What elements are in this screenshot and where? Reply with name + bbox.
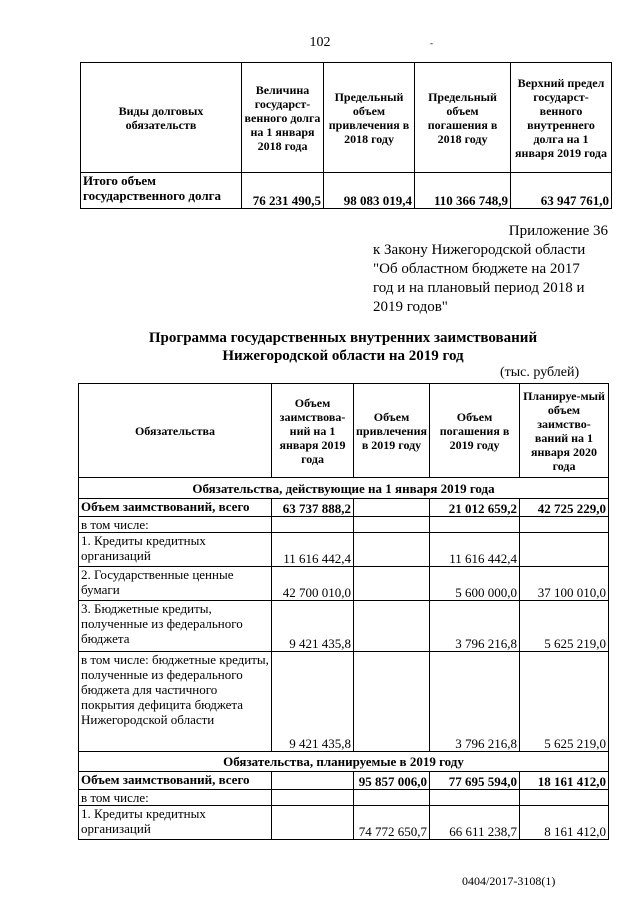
value-cell: 21 012 659,2 [430, 499, 520, 517]
value-cell: 18 161 412,0 [520, 772, 609, 790]
value-cell: 5 625 219,0 [520, 652, 609, 752]
document-code: 0404/2017-3108(1) [462, 874, 556, 888]
appendix-reference [373, 222, 608, 317]
value-cell: 11 616 442,4 [272, 533, 354, 567]
table-row [79, 772, 609, 790]
appendix-number: Приложение 36 [508, 223, 608, 239]
header-cell: Планируе-мый объем заимство-ваний на 1 января 2020 года [520, 384, 609, 478]
header-cell: Виды долговых обязательств [81, 63, 242, 173]
value-cell: 110 366 748,9 [415, 173, 511, 209]
table-row [81, 173, 612, 209]
value-cell: 77 695 594,0 [430, 772, 520, 790]
value-cell: 9 421 435,8 [272, 601, 354, 652]
header-cell: Предельный объем привлечения в 2018 году [324, 63, 415, 173]
row-label: 3. Бюджетные кредиты, полученные из федерального бюджета [79, 601, 272, 652]
value-cell: 42 725 229,0 [520, 499, 609, 517]
value-cell: 37 100 010,0 [520, 567, 609, 601]
row-label: 1. Кредиты кредитных организаций [79, 533, 272, 567]
value-cell [354, 499, 430, 517]
debt-limits-table [80, 62, 612, 209]
section-heading: Обязательства, планируемые в 2019 году [79, 752, 609, 772]
section-heading: Обязательства, действующие на 1 января 2019 года [79, 478, 609, 499]
value-cell: 76 231 490,5 [242, 173, 324, 209]
value-cell [354, 601, 430, 652]
value-cell: 98 083 019,4 [324, 173, 415, 209]
value-cell: 5 625 219,0 [520, 601, 609, 652]
appendix-line: к Закону Нижегородской области [373, 242, 586, 258]
value-cell [354, 533, 430, 567]
table-header-row [81, 63, 612, 173]
value-cell: 95 857 006,0 [354, 772, 430, 790]
table-row [79, 652, 609, 752]
value-cell: 74 772 650,7 [354, 806, 430, 840]
row-label: Итого объем государственного долга [81, 173, 242, 209]
table-row [79, 567, 609, 601]
value-cell: 63 737 888,2 [272, 499, 354, 517]
table-row [79, 601, 609, 652]
section-row [79, 478, 609, 499]
page-number: 102 [309, 35, 331, 50]
value-cell: 8 161 412,0 [520, 806, 609, 840]
corner-mark: - [430, 38, 433, 48]
row-label: Объем заимствований, всего [79, 499, 272, 517]
value-cell: 66 611 238,7 [430, 806, 520, 840]
document-title [78, 329, 608, 365]
appendix-line: год и на плановый период 2018 и [373, 280, 585, 296]
header-cell: Обязательства [79, 384, 272, 478]
row-label: в том числе: [79, 517, 272, 533]
row-label: 2. Государственные ценные бумаги [79, 567, 272, 601]
section-row [79, 752, 609, 772]
header-cell: Объем погашения в 2019 году [430, 384, 520, 478]
table-row [79, 533, 609, 567]
header-cell: Верхний предел государст-венного внутреннего долга на 1 января 2019 года [511, 63, 612, 173]
value-cell: 42 700 010,0 [272, 567, 354, 601]
header-cell: Объем привлечения в 2019 году [354, 384, 430, 478]
units-label: (тыс. рублей) [500, 365, 580, 380]
value-cell: 3 796 216,8 [430, 601, 520, 652]
table-row [79, 790, 609, 806]
header-cell: Объем заимствова-ний на 1 января 2019 года [272, 384, 354, 478]
value-cell: 9 421 435,8 [272, 652, 354, 752]
header-cell: Величина государст-венного долга на 1 января 2018 года [242, 63, 324, 173]
row-label: в том числе: [79, 790, 272, 806]
appendix-line: "Об областном бюджете на 2017 [373, 261, 580, 277]
value-cell: 63 947 761,0 [511, 173, 612, 209]
value-cell [272, 806, 354, 840]
title-line: Нижегородской области на 2019 год [222, 348, 464, 364]
title-line: Программа государственных внутренних заимствований [148, 330, 538, 346]
value-cell: 11 616 442,4 [430, 533, 520, 567]
header-cell: Предельный объем погашения в 2018 году [415, 63, 511, 173]
value-cell [520, 533, 609, 567]
value-cell [354, 567, 430, 601]
table-row [79, 517, 609, 533]
value-cell [354, 652, 430, 752]
table-row [79, 499, 609, 517]
appendix-line: 2019 годов" [373, 299, 448, 315]
row-label: Объем заимствований, всего [79, 772, 272, 790]
value-cell: 3 796 216,8 [430, 652, 520, 752]
table-row [79, 806, 609, 840]
row-label: 1. Кредиты кредитных организаций [79, 806, 272, 840]
row-label: в том числе: бюджетные кредиты, полученные из федерального бюджета для частичного покрытия дефицита бюджета Нижегородской области [79, 652, 272, 752]
value-cell: 5 600 000,0 [430, 567, 520, 601]
value-cell [272, 772, 354, 790]
table-header-row [79, 384, 609, 478]
borrowing-program-table [78, 383, 609, 840]
